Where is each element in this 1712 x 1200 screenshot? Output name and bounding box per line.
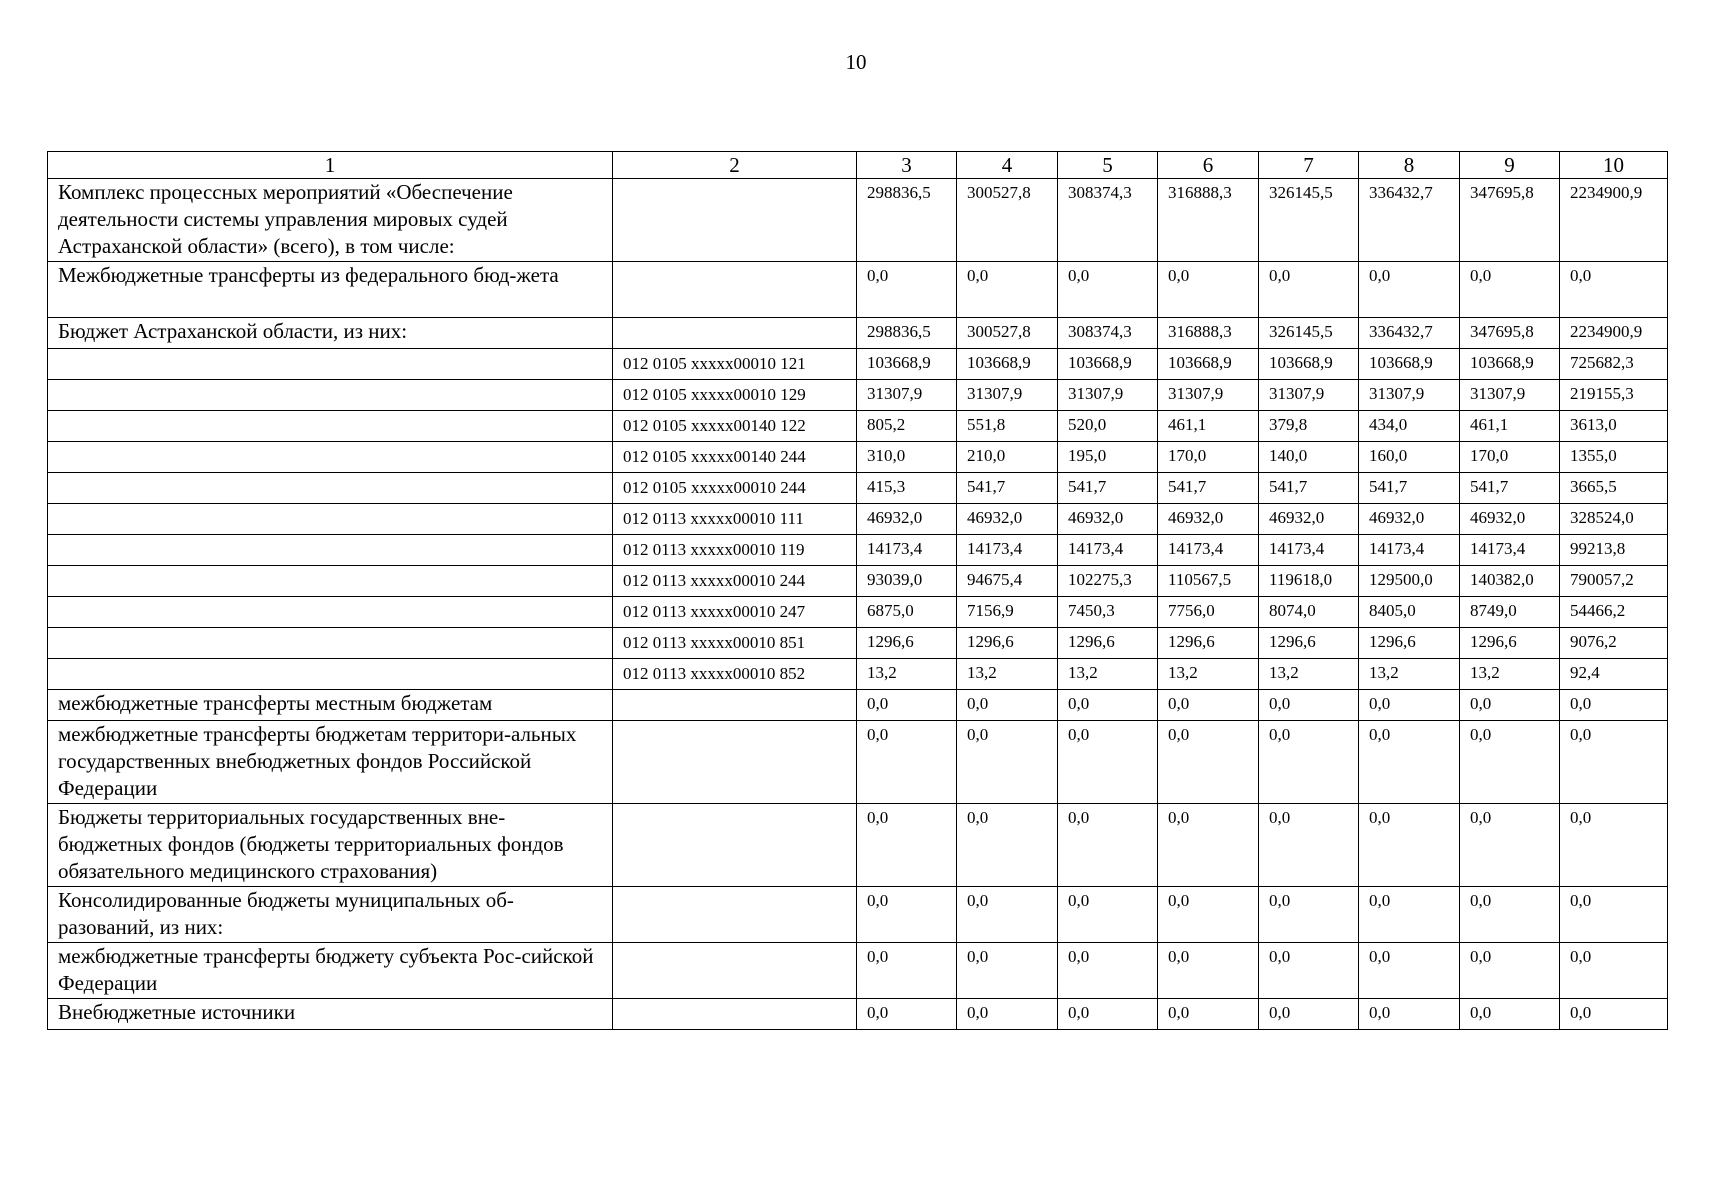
year-value: 0,0 <box>857 690 957 721</box>
table-row <box>48 721 1668 804</box>
year-value: 31307,9 <box>1158 380 1259 411</box>
year-value: 326145,5 <box>1259 179 1359 262</box>
year-value: 0,0 <box>1460 943 1560 999</box>
year-value: 0,0 <box>1259 887 1359 943</box>
year-value: 0,0 <box>957 943 1058 999</box>
year-value: 14173,4 <box>1359 535 1460 566</box>
year-value: 0,0 <box>1460 721 1560 804</box>
year-value: 300527,8 <box>957 179 1058 262</box>
year-value: 94675,4 <box>957 566 1058 597</box>
row-description: Межбюджетные трансферты из федерального бюд-жета <box>48 262 613 318</box>
year-value: 1296,6 <box>1359 628 1460 659</box>
year-value: 415,3 <box>857 473 957 504</box>
row-description: Консолидированные бюджеты муниципальных об-разований, из них: <box>48 887 613 943</box>
year-value: 541,7 <box>1259 473 1359 504</box>
year-value: 0,0 <box>1259 262 1359 318</box>
table-row <box>48 349 1668 380</box>
year-value: 0,0 <box>1460 887 1560 943</box>
table-row <box>48 804 1668 887</box>
table-row <box>48 999 1668 1030</box>
year-value: 31307,9 <box>1359 380 1460 411</box>
year-value: 0,0 <box>957 262 1058 318</box>
year-value: 541,7 <box>1158 473 1259 504</box>
column-number: 8 <box>1359 152 1460 179</box>
year-value: 0,0 <box>1058 999 1158 1030</box>
year-value: 541,7 <box>957 473 1058 504</box>
budget-code <box>613 179 857 262</box>
budget-code <box>613 721 857 804</box>
year-value: 14173,4 <box>1259 535 1359 566</box>
total-value: 219155,3 <box>1560 380 1668 411</box>
year-value: 0,0 <box>1158 721 1259 804</box>
year-value: 1296,6 <box>1058 628 1158 659</box>
year-value: 300527,8 <box>957 318 1058 349</box>
year-value: 0,0 <box>957 721 1058 804</box>
year-value: 434,0 <box>1359 411 1460 442</box>
year-value: 0,0 <box>857 804 957 887</box>
table-row <box>48 659 1668 690</box>
year-value: 46932,0 <box>1058 504 1158 535</box>
budget-code <box>613 690 857 721</box>
budget-code <box>613 999 857 1030</box>
row-description: межбюджетные трансферты бюджетам территори-альных государственных внебюджетных фондов Российской Федерации <box>48 721 613 804</box>
year-value: 0,0 <box>1058 943 1158 999</box>
year-value: 0,0 <box>957 999 1058 1030</box>
year-value: 14173,4 <box>1158 535 1259 566</box>
year-value: 0,0 <box>1158 262 1259 318</box>
year-value: 31307,9 <box>1259 380 1359 411</box>
table-row <box>48 473 1668 504</box>
year-value: 14173,4 <box>957 535 1058 566</box>
total-value: 54466,2 <box>1560 597 1668 628</box>
year-value: 103668,9 <box>857 349 957 380</box>
total-value: 0,0 <box>1560 690 1668 721</box>
year-value: 13,2 <box>1259 659 1359 690</box>
year-value: 347695,8 <box>1460 179 1560 262</box>
year-value: 110567,5 <box>1158 566 1259 597</box>
total-value: 0,0 <box>1560 262 1668 318</box>
year-value: 0,0 <box>857 887 957 943</box>
table-row <box>48 380 1668 411</box>
year-value: 0,0 <box>1058 887 1158 943</box>
year-value: 103668,9 <box>1058 349 1158 380</box>
year-value: 119618,0 <box>1259 566 1359 597</box>
column-number: 2 <box>613 152 857 179</box>
column-number: 1 <box>48 152 613 179</box>
total-value: 3613,0 <box>1560 411 1668 442</box>
year-value: 1296,6 <box>1259 628 1359 659</box>
table-row <box>48 318 1668 349</box>
total-value: 0,0 <box>1560 721 1668 804</box>
year-value: 31307,9 <box>1460 380 1560 411</box>
total-value: 0,0 <box>1560 804 1668 887</box>
year-value: 0,0 <box>1158 804 1259 887</box>
table-row <box>48 411 1668 442</box>
total-value: 1355,0 <box>1560 442 1668 473</box>
row-description: межбюджетные трансферты бюджету субъекта Рос-сийской Федерации <box>48 943 613 999</box>
total-value: 0,0 <box>1560 999 1668 1030</box>
year-value: 0,0 <box>1158 690 1259 721</box>
year-value: 46932,0 <box>1158 504 1259 535</box>
total-value: 92,4 <box>1560 659 1668 690</box>
year-value: 103668,9 <box>957 349 1058 380</box>
year-value: 102275,3 <box>1058 566 1158 597</box>
year-value: 0,0 <box>1460 690 1560 721</box>
year-value: 0,0 <box>1058 804 1158 887</box>
year-value: 551,8 <box>957 411 1058 442</box>
row-description <box>48 628 613 659</box>
year-value: 13,2 <box>1460 659 1560 690</box>
row-description <box>48 659 613 690</box>
year-value: 210,0 <box>957 442 1058 473</box>
table-row <box>48 690 1668 721</box>
year-value: 541,7 <box>1058 473 1158 504</box>
year-value: 0,0 <box>1359 721 1460 804</box>
column-number-row <box>48 152 1668 179</box>
year-value: 316888,3 <box>1158 318 1259 349</box>
total-value: 99213,8 <box>1560 535 1668 566</box>
budget-code: 012 0113 xxxxx00010 851 <box>613 628 857 659</box>
table-row <box>48 442 1668 473</box>
year-value: 31307,9 <box>857 380 957 411</box>
year-value: 326145,5 <box>1259 318 1359 349</box>
year-value: 31307,9 <box>957 380 1058 411</box>
row-description <box>48 566 613 597</box>
row-description <box>48 473 613 504</box>
year-value: 0,0 <box>857 943 957 999</box>
year-value: 160,0 <box>1359 442 1460 473</box>
year-value: 46932,0 <box>1460 504 1560 535</box>
page-number: 10 <box>845 50 867 74</box>
year-value: 0,0 <box>1259 999 1359 1030</box>
total-value: 3665,5 <box>1560 473 1668 504</box>
budget-code: 012 0105 xxxxx00140 244 <box>613 442 857 473</box>
year-value: 170,0 <box>1460 442 1560 473</box>
budget-code: 012 0113 xxxxx00010 111 <box>613 504 857 535</box>
total-value: 328524,0 <box>1560 504 1668 535</box>
budget-code: 012 0105 xxxxx00010 121 <box>613 349 857 380</box>
year-value: 805,2 <box>857 411 957 442</box>
year-value: 520,0 <box>1058 411 1158 442</box>
column-number: 3 <box>857 152 957 179</box>
budget-code <box>613 943 857 999</box>
table-row <box>48 535 1668 566</box>
year-value: 46932,0 <box>957 504 1058 535</box>
table-row <box>48 628 1668 659</box>
budget-code: 012 0113 xxxxx00010 247 <box>613 597 857 628</box>
total-value: 0,0 <box>1560 943 1668 999</box>
budget-code: 012 0113 xxxxx00010 852 <box>613 659 857 690</box>
row-description: Бюджет Астраханской области, из них: <box>48 318 613 349</box>
year-value: 298836,5 <box>857 318 957 349</box>
row-description <box>48 597 613 628</box>
year-value: 0,0 <box>1259 943 1359 999</box>
year-value: 195,0 <box>1058 442 1158 473</box>
year-value: 0,0 <box>1460 999 1560 1030</box>
year-value: 0,0 <box>857 999 957 1030</box>
row-description: Комплекс процессных мероприятий «Обеспечение деятельности системы управления мировых судей Астраханской области» (всего), в том числе: <box>48 179 613 262</box>
total-value: 790057,2 <box>1560 566 1668 597</box>
year-value: 46932,0 <box>1259 504 1359 535</box>
year-value: 0,0 <box>1158 887 1259 943</box>
year-value: 13,2 <box>1158 659 1259 690</box>
total-value: 9076,2 <box>1560 628 1668 659</box>
year-value: 541,7 <box>1460 473 1560 504</box>
year-value: 0,0 <box>857 721 957 804</box>
row-description: Бюджеты территориальных государственных вне-бюджетных фондов (бюджеты территориальных фондов обязательного медицинского страхования) <box>48 804 613 887</box>
year-value: 0,0 <box>1359 999 1460 1030</box>
year-value: 103668,9 <box>1158 349 1259 380</box>
year-value: 1296,6 <box>1460 628 1560 659</box>
year-value: 93039,0 <box>857 566 957 597</box>
year-value: 0,0 <box>1359 943 1460 999</box>
budget-code: 012 0105 xxxxx00010 129 <box>613 380 857 411</box>
column-number: 7 <box>1259 152 1359 179</box>
year-value: 379,8 <box>1259 411 1359 442</box>
year-value: 0,0 <box>1158 943 1259 999</box>
budget-code: 012 0105 xxxxx00010 244 <box>613 473 857 504</box>
year-value: 13,2 <box>1359 659 1460 690</box>
year-value: 0,0 <box>1058 721 1158 804</box>
row-description <box>48 349 613 380</box>
year-value: 13,2 <box>857 659 957 690</box>
column-number: 9 <box>1460 152 1560 179</box>
year-value: 347695,8 <box>1460 318 1560 349</box>
year-value: 0,0 <box>957 690 1058 721</box>
year-value: 0,0 <box>857 262 957 318</box>
budget-code <box>613 887 857 943</box>
budget-code: 012 0113 xxxxx00010 119 <box>613 535 857 566</box>
year-value: 8405,0 <box>1359 597 1460 628</box>
year-value: 0,0 <box>1359 690 1460 721</box>
row-description <box>48 411 613 442</box>
year-value: 103668,9 <box>1460 349 1560 380</box>
table-row <box>48 597 1668 628</box>
year-value: 308374,3 <box>1058 318 1158 349</box>
table-row <box>48 887 1668 943</box>
total-value: 2234900,9 <box>1560 179 1668 262</box>
table-row <box>48 262 1668 318</box>
year-value: 1296,6 <box>857 628 957 659</box>
budget-code <box>613 318 857 349</box>
year-value: 461,1 <box>1460 411 1560 442</box>
year-value: 7156,9 <box>957 597 1058 628</box>
budget-code <box>613 804 857 887</box>
year-value: 0,0 <box>1158 999 1259 1030</box>
year-value: 0,0 <box>1460 804 1560 887</box>
year-value: 14173,4 <box>1460 535 1560 566</box>
year-value: 0,0 <box>1359 887 1460 943</box>
year-value: 7756,0 <box>1158 597 1259 628</box>
year-value: 7450,3 <box>1058 597 1158 628</box>
year-value: 0,0 <box>957 887 1058 943</box>
year-value: 8749,0 <box>1460 597 1560 628</box>
row-description: Внебюджетные источники <box>48 999 613 1030</box>
year-value: 140,0 <box>1259 442 1359 473</box>
budget-code <box>613 262 857 318</box>
row-description <box>48 504 613 535</box>
year-value: 541,7 <box>1359 473 1460 504</box>
table-row <box>48 504 1668 535</box>
year-value: 14173,4 <box>1058 535 1158 566</box>
year-value: 316888,3 <box>1158 179 1259 262</box>
year-value: 0,0 <box>1259 721 1359 804</box>
year-value: 310,0 <box>857 442 957 473</box>
year-value: 0,0 <box>1058 690 1158 721</box>
column-number: 10 <box>1560 152 1668 179</box>
year-value: 0,0 <box>1359 804 1460 887</box>
year-value: 1296,6 <box>957 628 1058 659</box>
row-description <box>48 535 613 566</box>
table-body <box>48 152 1668 1030</box>
year-value: 31307,9 <box>1058 380 1158 411</box>
year-value: 103668,9 <box>1359 349 1460 380</box>
column-number: 4 <box>957 152 1058 179</box>
table-row <box>48 566 1668 597</box>
year-value: 0,0 <box>1359 262 1460 318</box>
row-description: межбюджетные трансферты местным бюджетам <box>48 690 613 721</box>
year-value: 8074,0 <box>1259 597 1359 628</box>
year-value: 298836,5 <box>857 179 957 262</box>
year-value: 0,0 <box>1259 804 1359 887</box>
year-value: 140382,0 <box>1460 566 1560 597</box>
column-number: 6 <box>1158 152 1259 179</box>
year-value: 336432,7 <box>1359 318 1460 349</box>
total-value: 2234900,9 <box>1560 318 1668 349</box>
year-value: 0,0 <box>1460 262 1560 318</box>
year-value: 0,0 <box>1259 690 1359 721</box>
year-value: 13,2 <box>1058 659 1158 690</box>
column-number: 5 <box>1058 152 1158 179</box>
year-value: 103668,9 <box>1259 349 1359 380</box>
year-value: 0,0 <box>957 804 1058 887</box>
row-description <box>48 442 613 473</box>
table-row <box>48 943 1668 999</box>
year-value: 14173,4 <box>857 535 957 566</box>
year-value: 0,0 <box>1058 262 1158 318</box>
year-value: 170,0 <box>1158 442 1259 473</box>
year-value: 1296,6 <box>1158 628 1259 659</box>
row-description <box>48 380 613 411</box>
year-value: 46932,0 <box>857 504 957 535</box>
total-value: 0,0 <box>1560 887 1668 943</box>
year-value: 308374,3 <box>1058 179 1158 262</box>
budget-code: 012 0113 xxxxx00010 244 <box>613 566 857 597</box>
year-value: 46932,0 <box>1359 504 1460 535</box>
budget-table <box>47 151 1668 1030</box>
year-value: 6875,0 <box>857 597 957 628</box>
year-value: 129500,0 <box>1359 566 1460 597</box>
budget-code: 012 0105 xxxxx00140 122 <box>613 411 857 442</box>
year-value: 461,1 <box>1158 411 1259 442</box>
table-row <box>48 179 1668 262</box>
year-value: 13,2 <box>957 659 1058 690</box>
total-value: 725682,3 <box>1560 349 1668 380</box>
year-value: 336432,7 <box>1359 179 1460 262</box>
